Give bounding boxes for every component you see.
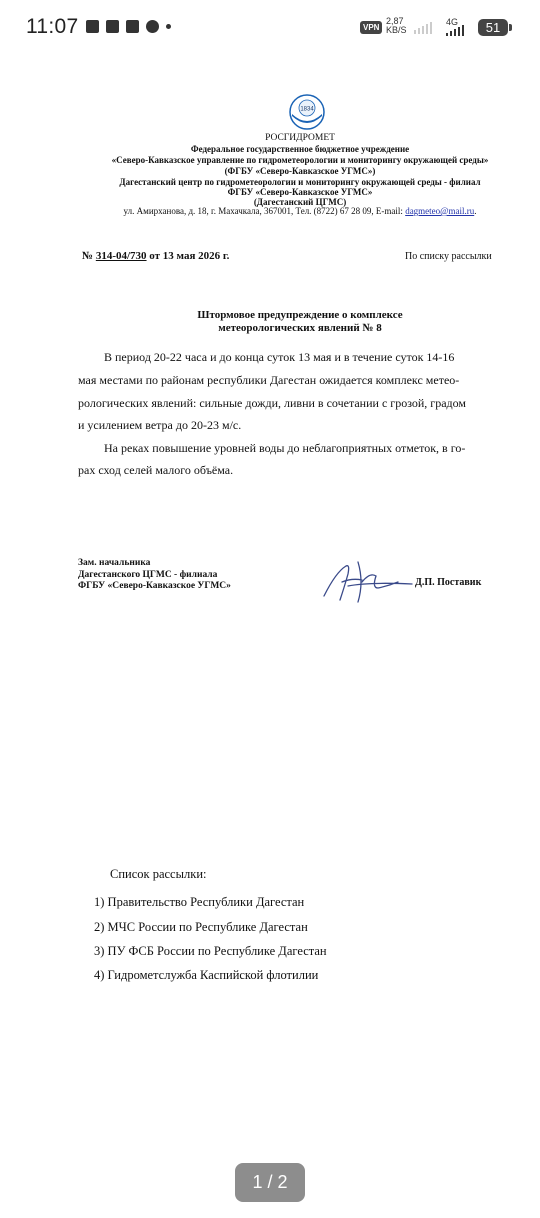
body-line-2: мая местами по районам республики Дагестан ожидается комплекс метео- [78,373,460,387]
signatory-position [78,558,231,593]
distribution-item: 2) МЧС России по Республике Дагестан [94,920,308,934]
body-line-4: и усилением ветра до 20-23 м/с. [78,418,242,432]
battery-icon: 51 [478,19,508,36]
more-notifications-icon [166,24,171,29]
document-title-line-1: Штормовое предупреждение о комплексе [197,309,403,321]
body-line-6: рах сход селей малого объёма. [78,463,234,477]
document-date: от 13 мая 2026 г. [149,250,230,262]
header-line-5: ФГБУ «Северо-Кавказское УГМС» [227,187,373,197]
distribution-item: 3) ПУ ФСБ России по Республике Дагестан [94,944,327,958]
youtube-icon [106,20,119,33]
address-end: . [474,206,477,216]
network-speed [386,17,407,35]
header-line-4: Дагестанский центр по гидрометеорологии и мониторингу окружающей среды - филиал [119,177,481,187]
page-indicator[interactable]: 1 / 2 [235,1163,305,1202]
roshydromet-logo-icon [289,94,325,130]
sign-line-1: Зам. начальника [78,558,151,568]
chat-icon [146,20,159,33]
document-title-line-2: метеорологических явлений № 8 [218,322,382,334]
header-line-6: (Дагестанский ЦГМС) [253,197,347,207]
sign-line-2: Дагестанского ЦГМС - филиала [78,569,218,580]
address-text: ул. Амирханова, д. 18, г. Махачкала, 367001, Тел. (8722) 67 28 09, E-mail: [123,206,403,216]
status-bar [0,0,540,58]
number-sign: № [82,250,94,262]
email-link[interactable]: dagmeteo@mail.ru [405,206,475,216]
header-line-2: «Северо-Кавказское управление по гидрометеорологии и мониторингу окружающей среды» [111,155,489,165]
org-address [60,206,540,216]
notification-icons [86,20,171,33]
document-number: 314-04/730 [95,250,147,262]
distribution-note: По списку рассылки [405,251,492,262]
cell-signal-icon [446,22,464,36]
book-icon [126,20,139,33]
distribution-list-title: Список рассылки: [110,867,207,881]
signer-name: Д.П. Поставик [415,577,482,588]
header-line-1: Федеральное государственное бюджетное учреждение [190,144,410,154]
body-line-5: На реках повышение уровней воды до неблагоприятных отметок, в го- [104,441,466,455]
document-icon [86,20,99,33]
handwritten-signature [318,552,414,608]
network-type: 4G [446,17,459,27]
document-number-line [82,250,229,262]
org-short-name: РОСГИДРОМЕТ [265,133,335,143]
speed-unit: KB/S [386,25,407,35]
logo-year: 1834 [300,106,314,113]
header-line-3: (ФГБУ «Северо-Кавказское УГМС») [224,166,376,176]
speed-value: 2,87 [386,16,404,26]
distribution-item: 4) Гидрометслужба Каспийской флотилии [94,968,319,982]
vpn-icon: VPN [360,21,382,34]
distribution-item: 1) Правительство Республики Дагестан [94,895,305,909]
clock: 11:07 [26,15,79,38]
sign-line-3: ФГБУ «Северо-Кавказское УГМС» [78,581,231,591]
wifi-signal-icon [414,20,432,34]
body-line-3: рологических явлений: сильные дожди, ливни в сочетании с грозой, градом [78,396,467,410]
body-line-1: В период 20-22 часа и до конца суток 13 мая и в течение суток 14-16 [104,350,455,364]
